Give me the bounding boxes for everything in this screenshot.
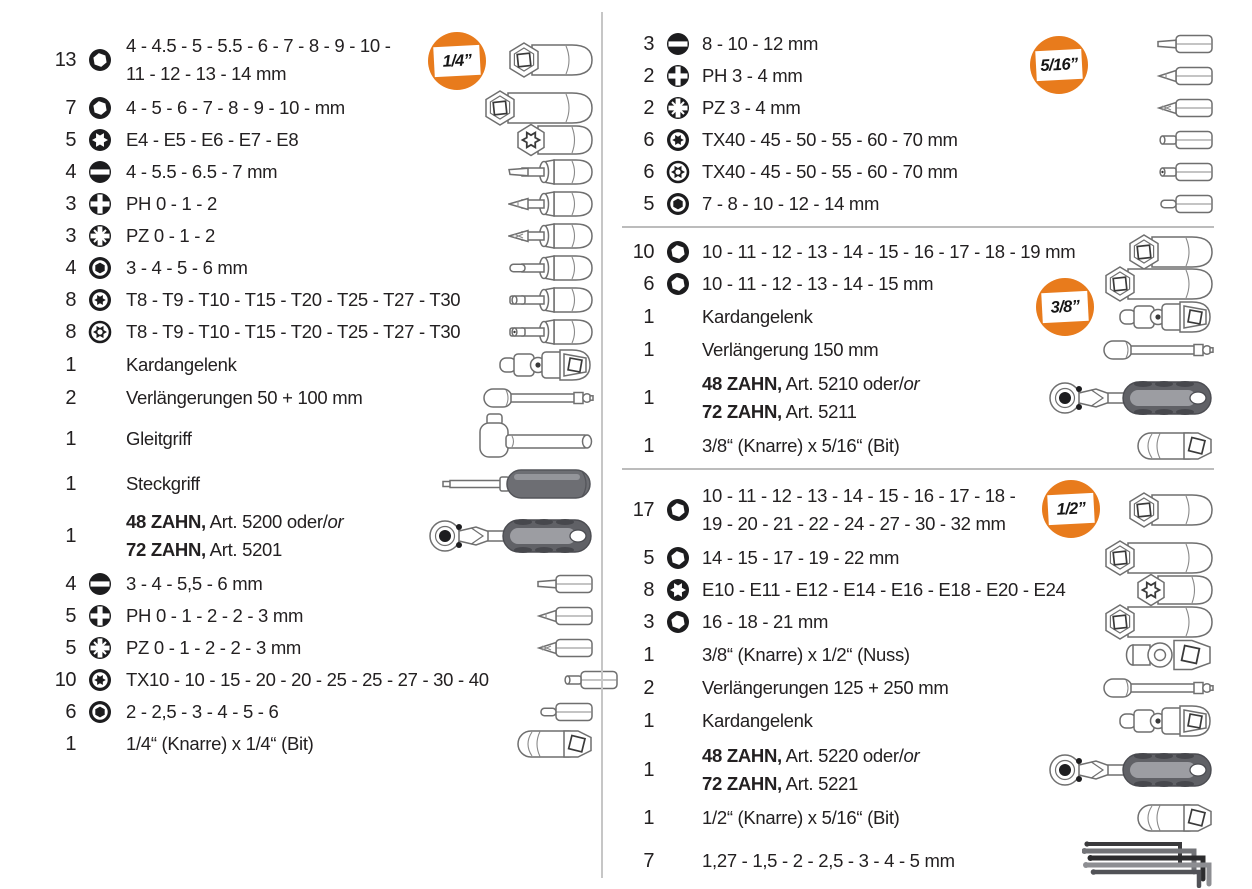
list-item — [40, 664, 594, 696]
list-item — [622, 300, 1214, 334]
list-item — [622, 606, 1214, 638]
item-description: TX40 - 45 - 50 - 55 - 60 - 70 mm — [702, 129, 958, 151]
phillips-icon — [78, 604, 122, 628]
item-quantity: 2 — [643, 64, 654, 87]
adapter-icon — [1092, 430, 1214, 462]
item-quantity: 17 — [632, 498, 654, 521]
list-item — [40, 348, 594, 382]
item-quantity: 1 — [643, 709, 654, 732]
list-item — [40, 464, 594, 504]
item-description: 3/8“ (Knarre) x 1/2“ (Nuss) — [702, 644, 910, 666]
list-item — [40, 220, 594, 252]
item-quantity: 1 — [65, 524, 76, 547]
item-quantity: 1 — [643, 338, 654, 361]
item-description: 1/2“ (Knarre) x 5/16“ (Bit) — [702, 807, 900, 829]
item-quantity: 4 — [65, 572, 76, 595]
bit-ph-icon — [1092, 60, 1214, 92]
item-quantity: 1 — [643, 305, 654, 328]
list-item — [622, 638, 1214, 672]
list-item — [40, 316, 594, 348]
bit-tx-icon — [489, 664, 619, 696]
item-description: E10 - E11 - E12 - E14 - E16 - E18 - E20 - E24 — [702, 579, 1066, 601]
hex-socket-icon — [78, 96, 122, 120]
socket-deep-icon — [464, 92, 594, 124]
hex-socket-icon — [656, 272, 698, 296]
list-item — [40, 600, 594, 632]
list-item — [622, 430, 1214, 462]
hex-bit-icon — [656, 192, 698, 216]
hex-socket-icon — [656, 498, 698, 522]
item-quantity: 3 — [643, 610, 654, 633]
list-item — [622, 92, 1214, 124]
hex-socket-icon — [78, 48, 122, 72]
section-left-0 — [40, 28, 594, 760]
bitsocket-slot-icon — [464, 156, 594, 188]
item-description: 48 ZAHN, Art. 5200 oder/or 72 ZAHN, Art. 5201 — [126, 511, 344, 560]
list-item — [40, 124, 594, 156]
item-description: 8 - 10 - 12 mm — [702, 33, 819, 55]
section-divider-line — [622, 468, 1214, 470]
socket-deep-icon — [1092, 606, 1214, 638]
item-description: 3/8“ (Knarre) x 5/16“ (Bit) — [702, 435, 900, 457]
socket-deep-icon — [1092, 268, 1214, 300]
e-torx-icon — [78, 128, 122, 152]
list-item — [40, 188, 594, 220]
column-left — [40, 28, 594, 760]
item-description: 4 - 5.5 - 6.5 - 7 mm — [126, 161, 278, 183]
drive-size-badge-label: 3/8” — [1041, 291, 1089, 323]
list-item — [622, 188, 1214, 220]
ratchet-icon — [1092, 366, 1214, 430]
item-quantity: 2 — [643, 676, 654, 699]
item-quantity: 10 — [54, 668, 76, 691]
list-item — [622, 574, 1214, 606]
item-quantity: 4 — [65, 160, 76, 183]
list-item — [622, 542, 1214, 574]
item-description: T8 - T9 - T10 - T15 - T20 - T25 - T27 - T30 — [126, 289, 461, 311]
list-item — [40, 414, 594, 464]
bit-txbore-icon — [1092, 156, 1214, 188]
list-item — [40, 632, 594, 664]
bit-pz-icon — [464, 632, 594, 664]
slotted-icon — [656, 32, 698, 56]
item-quantity: 8 — [65, 320, 76, 343]
socket-icon — [1092, 236, 1214, 268]
item-quantity: 4 — [65, 256, 76, 279]
list-item — [40, 504, 594, 568]
item-quantity: 6 — [643, 160, 654, 183]
item-description: Verlängerung 150 mm — [702, 339, 879, 361]
pozidriv-icon — [656, 96, 698, 120]
list-item — [622, 672, 1214, 704]
item-quantity: 1 — [643, 386, 654, 409]
item-quantity: 1 — [643, 643, 654, 666]
item-quantity: 5 — [643, 546, 654, 569]
item-quantity: 7 — [643, 849, 654, 872]
thandle-icon — [464, 414, 594, 464]
item-description: 1/4“ (Knarre) x 1/4“ (Bit) — [126, 733, 314, 755]
torx-icon — [78, 668, 122, 692]
socket-etorx-icon — [1092, 574, 1214, 606]
list-item — [40, 252, 594, 284]
list-item — [40, 92, 594, 124]
item-quantity: 6 — [643, 128, 654, 151]
item-quantity: 3 — [65, 224, 76, 247]
list-item — [40, 696, 594, 728]
item-description: Kardangelenk — [702, 306, 813, 328]
list-item — [40, 382, 594, 414]
drive-size-badge — [1042, 480, 1100, 538]
section-right-2 — [622, 478, 1214, 888]
item-quantity: 1 — [65, 732, 76, 755]
hex-bit-icon — [78, 256, 122, 280]
drive-size-badge — [428, 32, 486, 90]
item-description: 2 - 2,5 - 3 - 4 - 5 - 6 — [126, 701, 279, 723]
item-quantity: 2 — [643, 96, 654, 119]
bit-ph-icon — [464, 600, 594, 632]
item-description: Verlängerungen 125 + 250 mm — [702, 677, 949, 699]
item-description: 48 ZAHN, Art. 5210 oder/or 72 ZAHN, Art. 5211 — [702, 373, 920, 422]
hex-socket-icon — [656, 546, 698, 570]
pozidriv-icon — [78, 636, 122, 660]
item-quantity: 5 — [65, 636, 76, 659]
column-right — [622, 28, 1214, 888]
phillips-icon — [78, 192, 122, 216]
item-description: 48 ZAHN, Art. 5220 oder/or 72 ZAHN, Art. 5221 — [702, 745, 920, 794]
list-item — [40, 156, 594, 188]
list-item — [40, 28, 594, 92]
list-item — [622, 60, 1214, 92]
slotted-icon — [78, 572, 122, 596]
item-quantity: 1 — [65, 472, 76, 495]
item-description: 3 - 4 - 5,5 - 6 mm — [126, 573, 263, 595]
bitsocket-hex-icon — [464, 252, 594, 284]
adapter2-icon — [1092, 638, 1214, 672]
item-description: PZ 3 - 4 mm — [702, 97, 801, 119]
item-description: 3 - 4 - 5 - 6 mm — [126, 257, 248, 279]
bitsocket-ph-icon — [464, 188, 594, 220]
section-right-1 — [622, 236, 1214, 462]
list-item — [622, 834, 1214, 888]
bitsocket-tx-icon — [464, 284, 594, 316]
bitsocket-pz-icon — [464, 220, 594, 252]
drive-size-badge-label: 5/16” — [1035, 49, 1083, 81]
item-description: 1,27 - 1,5 - 2 - 2,5 - 3 - 4 - 5 mm — [702, 850, 955, 872]
list-item — [622, 366, 1214, 430]
socket-deep-icon — [1092, 542, 1214, 574]
e-torx-icon — [656, 578, 698, 602]
item-quantity: 1 — [65, 427, 76, 450]
item-quantity: 3 — [643, 32, 654, 55]
item-quantity: 1 — [65, 353, 76, 376]
slotted-icon — [78, 160, 122, 184]
item-description: 16 - 18 - 21 mm — [702, 611, 829, 633]
item-quantity: 1 — [643, 806, 654, 829]
list-item — [622, 478, 1214, 542]
item-description: 10 - 11 - 12 - 13 - 14 - 15 - 16 - 17 - 18 - 19 mm — [702, 241, 1076, 263]
extension-icon — [464, 382, 594, 414]
item-description: 14 - 15 - 17 - 19 - 22 mm — [702, 547, 900, 569]
item-description: E4 - E5 - E6 - E7 - E8 — [126, 129, 299, 151]
item-description: Verlängerungen 50 + 100 mm — [126, 387, 363, 409]
tamper-torx-icon — [78, 320, 122, 344]
list-item — [40, 728, 594, 760]
item-quantity: 1 — [643, 434, 654, 457]
list-item — [622, 802, 1214, 834]
bit-hex-icon — [464, 696, 594, 728]
item-quantity: 1 — [643, 758, 654, 781]
item-quantity: 13 — [54, 48, 76, 71]
item-quantity: 2 — [65, 386, 76, 409]
list-item — [622, 738, 1214, 802]
item-description: PH 3 - 4 mm — [702, 65, 803, 87]
torx-icon — [656, 128, 698, 152]
item-description: Steckgriff — [126, 473, 200, 495]
socket-etorx-icon — [464, 124, 594, 156]
list-item — [622, 704, 1214, 738]
extension-icon — [1092, 672, 1214, 704]
drive-size-badge-label: 1/2” — [1047, 493, 1095, 525]
drive-size-badge — [1030, 36, 1088, 94]
list-item — [622, 28, 1214, 60]
item-description: 10 - 11 - 12 - 13 - 14 - 15 mm — [702, 273, 934, 295]
list-item — [622, 156, 1214, 188]
ratchet-icon — [464, 504, 594, 568]
drive-size-badge-label: 1/4” — [433, 45, 481, 77]
bitsocket-txbore-icon — [464, 316, 594, 348]
hexkeys-icon — [1092, 834, 1214, 888]
item-description: 4 - 5 - 6 - 7 - 8 - 9 - 10 - mm — [126, 97, 345, 119]
phillips-icon — [656, 64, 698, 88]
bit-hex-icon — [1092, 188, 1214, 220]
list-item — [622, 236, 1214, 268]
item-description: TX10 - 10 - 15 - 20 - 20 - 25 - 25 - 27 - 30 - 40 — [126, 669, 489, 691]
item-description: PH 0 - 1 - 2 — [126, 193, 217, 215]
bit-slot-icon — [1092, 28, 1214, 60]
adapter-icon — [1092, 802, 1214, 834]
list-item — [622, 268, 1214, 300]
section-divider-line — [622, 226, 1214, 228]
column-divider-line — [601, 12, 603, 878]
bit-pz-icon — [1092, 92, 1214, 124]
joint-icon — [464, 348, 594, 382]
adapter-icon — [464, 728, 594, 760]
pozidriv-icon — [78, 224, 122, 248]
item-quantity: 3 — [65, 192, 76, 215]
item-quantity: 8 — [65, 288, 76, 311]
item-description: 7 - 8 - 10 - 12 - 14 mm — [702, 193, 880, 215]
list-item — [622, 124, 1214, 156]
extension-icon — [1092, 334, 1214, 366]
hex-bit-icon — [78, 700, 122, 724]
item-description: PZ 0 - 1 - 2 - 2 - 3 mm — [126, 637, 302, 659]
bit-tx-icon — [1092, 124, 1214, 156]
item-quantity: 8 — [643, 578, 654, 601]
item-description: TX40 - 45 - 50 - 55 - 60 - 70 mm — [702, 161, 958, 183]
item-quantity: 6 — [65, 700, 76, 723]
item-quantity: 5 — [643, 192, 654, 215]
list-item — [40, 568, 594, 600]
joint-icon — [1092, 704, 1214, 738]
item-description: PZ 0 - 1 - 2 — [126, 225, 215, 247]
list-item — [40, 284, 594, 316]
screwdriver-icon — [464, 464, 594, 504]
bit-slot-icon — [464, 568, 594, 600]
item-description: Kardangelenk — [702, 710, 813, 732]
item-description: Kardangelenk — [126, 354, 237, 376]
item-quantity: 10 — [632, 240, 654, 263]
item-description: 10 - 11 - 12 - 13 - 14 - 15 - 16 - 17 - 18 - 19 - 20 - 21 - 22 - 24 - 27 - 30 - 32 mm — [702, 485, 1016, 534]
torx-icon — [78, 288, 122, 312]
item-description: 4 - 4.5 - 5 - 5.5 - 6 - 7 - 8 - 9 - 10 - 11 - 12 - 13 - 14 mm — [126, 35, 391, 84]
socket-icon — [1092, 478, 1214, 542]
section-right-0 — [622, 28, 1214, 220]
hex-socket-icon — [656, 240, 698, 264]
joint-icon — [1092, 300, 1214, 334]
ratchet-icon — [1092, 738, 1214, 802]
item-quantity: 5 — [65, 128, 76, 151]
item-quantity: 5 — [65, 604, 76, 627]
item-quantity: 7 — [65, 96, 76, 119]
hex-socket-icon — [656, 610, 698, 634]
item-description: T8 - T9 - T10 - T15 - T20 - T25 - T27 - T30 — [126, 321, 461, 343]
list-item — [622, 334, 1214, 366]
tamper-torx-icon — [656, 160, 698, 184]
drive-size-badge — [1036, 278, 1094, 336]
item-quantity: 6 — [643, 272, 654, 295]
item-description: PH 0 - 1 - 2 - 2 - 3 mm — [126, 605, 304, 627]
item-description: Gleitgriff — [126, 428, 192, 450]
